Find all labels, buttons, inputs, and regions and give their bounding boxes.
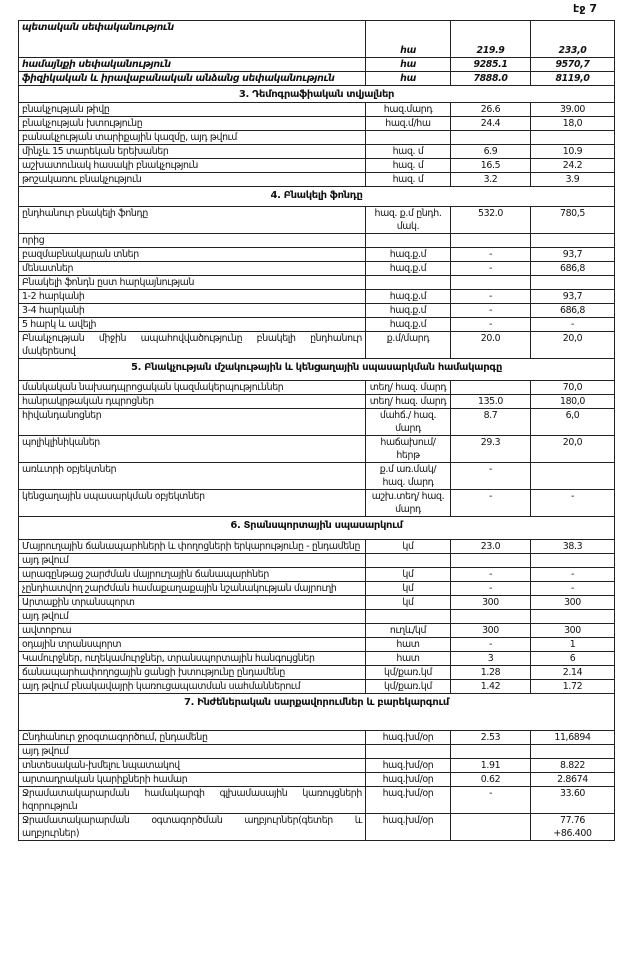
row-unit (366, 554, 451, 568)
value-projected: 20,0 (531, 436, 615, 463)
table-row (19, 638, 615, 652)
value-projected: 780,5 (531, 207, 615, 234)
row-unit: հազ.ք.մ (366, 304, 451, 318)
section-header: 6. Տրանսպորտային սպասարկում (19, 517, 615, 540)
table-body (19, 21, 615, 841)
value-existing: 2.53 (451, 731, 531, 745)
row-label: որից (19, 234, 366, 248)
value-projected: 24.2 (531, 159, 615, 173)
table-row (19, 207, 615, 234)
row-label: հիվանդանոցներ (19, 409, 366, 436)
row-label: Բնակելի ֆոնդն ըստ հարկայնության (19, 276, 366, 290)
table-row (19, 773, 615, 787)
table-row (19, 58, 615, 72)
page-number: էջ 7 (573, 2, 597, 15)
value-existing: 1.28 (451, 666, 531, 680)
value-projected: 6 (531, 652, 615, 666)
row-unit: կմ (366, 596, 451, 610)
value-existing: 6.9 (451, 145, 531, 159)
value-existing: 532.0 (451, 207, 531, 234)
row-label: Ընդհանուր ջրօգտագործում, ընդամենը (19, 731, 366, 745)
value-projected: 20,0 (531, 332, 615, 359)
value-existing: 7888.0 (451, 72, 531, 86)
row-label: աշխատունակ հասակի բնակչություն (19, 159, 366, 173)
value-projected (531, 554, 615, 568)
table-row (19, 436, 615, 463)
table-row (19, 759, 615, 773)
row-unit: հազ.խմ/օր (366, 814, 451, 841)
value-existing: 135.0 (451, 395, 531, 409)
value-projected: - (531, 318, 615, 332)
row-label: բանակչության տարիքային կազմը, այդ թվում (19, 131, 366, 145)
value-projected: 300 (531, 624, 615, 638)
table-row (19, 21, 615, 58)
row-label: այդ թվում (19, 554, 366, 568)
value-existing: - (451, 304, 531, 318)
row-label: 1-2 հարկանի (19, 290, 366, 304)
value-projected: 6,0 (531, 409, 615, 436)
row-label: համայնքի սեփականություն (19, 58, 366, 72)
row-label: մանկական նախադպրոցական կազմակերպություններ (19, 381, 366, 395)
row-unit: հազ.ք.մ (366, 248, 451, 262)
value-projected: 180,0 (531, 395, 615, 409)
section-header-row (19, 86, 615, 103)
value-projected: 3.9 (531, 173, 615, 187)
row-unit: հազ.խմ/օր (366, 731, 451, 745)
row-unit: հա (366, 58, 451, 72)
value-projected: 8119,0 (531, 72, 615, 86)
table-row (19, 652, 615, 666)
value-existing: 9285.1 (451, 58, 531, 72)
table-row (19, 381, 615, 395)
value-projected: 77.76 +86.400 (531, 814, 615, 841)
row-unit: հաճախում/ հերթ (366, 436, 451, 463)
value-projected: 93,7 (531, 290, 615, 304)
value-existing (451, 610, 531, 624)
table-row (19, 276, 615, 290)
indicators-table (18, 20, 615, 841)
row-label: բնակչության թիվը (19, 103, 366, 117)
row-unit: հա (366, 21, 451, 58)
row-label: պոլիկլինիկաներ (19, 436, 366, 463)
value-projected: 300 (531, 596, 615, 610)
row-unit: հատ (366, 638, 451, 652)
value-projected: 9570,7 (531, 58, 615, 72)
table-row (19, 395, 615, 409)
row-label: Արտաքին տրանսպորտ (19, 596, 366, 610)
table-row (19, 490, 615, 517)
table-row (19, 290, 615, 304)
row-label: այդ թվում (19, 610, 366, 624)
value-projected: 70,0 (531, 381, 615, 395)
row-unit: ք.մ առ.մակ/ հազ. մարդ (366, 463, 451, 490)
row-unit: հազ.մ/հա (366, 117, 451, 131)
value-existing: 26.6 (451, 103, 531, 117)
row-label: մինչև 15 տարեկան երեխաներ (19, 145, 366, 159)
row-label: տնտեսական-խմելու նպատակով (19, 759, 366, 773)
value-existing: 3.2 (451, 173, 531, 187)
value-existing: 29.3 (451, 436, 531, 463)
table-row (19, 234, 615, 248)
row-label: այդ թվում բնակավայրի կառուցապատման սահմաններում (19, 680, 366, 694)
row-unit: հազ.ք.մ (366, 290, 451, 304)
value-projected (531, 745, 615, 759)
value-projected: 2.8674 (531, 773, 615, 787)
table-row (19, 72, 615, 86)
value-existing: - (451, 490, 531, 517)
value-existing: - (451, 318, 531, 332)
value-projected: 233,0 (531, 21, 615, 58)
row-label: պետական սեփականություն (19, 21, 366, 58)
row-label: արագընթաց շարժման մայրուղային ճանապարհներ (19, 568, 366, 582)
value-existing: 300 (451, 624, 531, 638)
value-projected: - (531, 568, 615, 582)
row-label: առևտրի օբյեկտներ (19, 463, 366, 490)
section-header-row (19, 359, 615, 381)
value-existing (451, 276, 531, 290)
row-label: ընդհանուր բնակելի ֆոնդը (19, 207, 366, 234)
row-unit: կմ/քառ.կմ (366, 666, 451, 680)
value-existing (451, 381, 531, 395)
value-existing: - (451, 248, 531, 262)
table-row (19, 131, 615, 145)
value-projected: 11,6894 (531, 731, 615, 745)
table-row (19, 610, 615, 624)
row-unit: կմ/քառ.կմ (366, 680, 451, 694)
row-unit: հազ.խմ/օր (366, 787, 451, 814)
value-existing: - (451, 290, 531, 304)
row-label: ֆիզիկական և իրավաբանական անձանց սեփականություն (19, 72, 366, 86)
row-unit: հազ.ք.մ (366, 318, 451, 332)
row-unit (366, 234, 451, 248)
value-projected: 10.9 (531, 145, 615, 159)
table-row (19, 248, 615, 262)
table-row (19, 680, 615, 694)
value-existing: 16.5 (451, 159, 531, 173)
table-row (19, 304, 615, 318)
row-unit: ուղև/կմ (366, 624, 451, 638)
table-row (19, 745, 615, 759)
value-existing (451, 131, 531, 145)
row-unit (366, 610, 451, 624)
table-row (19, 145, 615, 159)
value-projected: 33.60 (531, 787, 615, 814)
value-projected (531, 463, 615, 490)
value-projected (531, 131, 615, 145)
value-existing: - (451, 787, 531, 814)
value-existing: - (451, 463, 531, 490)
table-row (19, 814, 615, 841)
row-unit: կմ (366, 568, 451, 582)
section-header-row (19, 517, 615, 540)
section-header: 3. Դեմոգրաֆիական տվյալներ (19, 86, 615, 103)
value-existing: 300 (451, 596, 531, 610)
row-unit (366, 276, 451, 290)
row-label: այդ թվում (19, 745, 366, 759)
value-existing: - (451, 582, 531, 596)
row-unit: հազ.ք.մ (366, 262, 451, 276)
table-row (19, 159, 615, 173)
value-projected: 18,0 (531, 117, 615, 131)
row-unit: կմ (366, 540, 451, 554)
section-header: 4. Բնակելի ֆոնդը (19, 187, 615, 207)
value-existing (451, 554, 531, 568)
row-label: բնակչության խտությունը (19, 117, 366, 131)
row-label: Կամուրջներ, ուղեկամուրջներ, տրանսպորտային հանգույցներ (19, 652, 366, 666)
row-unit: կմ (366, 582, 451, 596)
table-row (19, 554, 615, 568)
table-row (19, 666, 615, 680)
table-row (19, 173, 615, 187)
table-row (19, 624, 615, 638)
table-row (19, 117, 615, 131)
row-unit: հազ. մ (366, 173, 451, 187)
value-projected: 1.72 (531, 680, 615, 694)
table-row (19, 582, 615, 596)
value-existing: 0.62 (451, 773, 531, 787)
row-label: կենցաղային սպասարկման օբյեկտներ (19, 490, 366, 517)
value-existing: 1.91 (451, 759, 531, 773)
section-header: 5. Բնակչության մշակութային և կենցաղային սպասարկման համակարգը (19, 359, 615, 381)
row-unit: հազ. մ (366, 145, 451, 159)
row-unit: հազ.մարդ (366, 103, 451, 117)
table-row (19, 262, 615, 276)
row-label: Ջրամատակարարման համակարգի գլխամասային կառույցների հզորություն (19, 787, 366, 814)
value-projected: - (531, 582, 615, 596)
row-label: օդային տրանսպորտ (19, 638, 366, 652)
row-unit (366, 131, 451, 145)
row-label: թոշակառու բնակչություն (19, 173, 366, 187)
value-existing: - (451, 568, 531, 582)
row-unit: հատ (366, 652, 451, 666)
table-row (19, 596, 615, 610)
row-unit: աշխ.տեղ/ հազ. մարդ (366, 490, 451, 517)
row-unit (366, 745, 451, 759)
value-projected: 39.00 (531, 103, 615, 117)
value-existing (451, 814, 531, 841)
row-label: Մայրուղային ճանապարհների և փողոցների երկարությունը - ընդամենը (19, 540, 366, 554)
row-unit: հազ.խմ/օր (366, 759, 451, 773)
row-label: մենատներ (19, 262, 366, 276)
row-unit: հազ. ք.մ ընդհ. մակ. (366, 207, 451, 234)
value-projected (531, 610, 615, 624)
row-label: 5 հարկ և ավելի (19, 318, 366, 332)
table-row (19, 731, 615, 745)
value-existing: 1.42 (451, 680, 531, 694)
row-label: ճանապարհափողոցային ցանցի խտությունը ընդամենը (19, 666, 366, 680)
row-unit: տեղ/ հազ. մարդ (366, 381, 451, 395)
value-projected (531, 276, 615, 290)
value-existing: - (451, 638, 531, 652)
table-row (19, 103, 615, 117)
row-label: հանրակրթական դպրոցներ (19, 395, 366, 409)
row-label: Բնակչության միջին ապահովվածությունը բնակելի ընդհանուր մակերեսով (19, 332, 366, 359)
row-label: չընդհատվող շարժման համաքաղաքային նշանակության մայրուղի (19, 582, 366, 596)
section-header: 7. Ինժեներական սարքավորումներ և բարեկարգում (19, 694, 615, 731)
row-unit: մահճ./ հազ. մարդ (366, 409, 451, 436)
value-existing (451, 234, 531, 248)
value-existing: 24.4 (451, 117, 531, 131)
value-existing: 23.0 (451, 540, 531, 554)
value-projected: 93,7 (531, 248, 615, 262)
value-projected: - (531, 490, 615, 517)
value-projected: 686,8 (531, 304, 615, 318)
value-projected: 2.14 (531, 666, 615, 680)
section-header-row (19, 187, 615, 207)
value-existing: 20.0 (451, 332, 531, 359)
value-projected: 38.3 (531, 540, 615, 554)
row-unit: տեղ/ հազ. մարդ (366, 395, 451, 409)
row-label: 3-4 հարկանի (19, 304, 366, 318)
row-unit: հազ.խմ/օր (366, 773, 451, 787)
table-row (19, 787, 615, 814)
value-existing (451, 745, 531, 759)
table-row (19, 540, 615, 554)
value-existing: 3 (451, 652, 531, 666)
value-projected (531, 234, 615, 248)
table-row (19, 568, 615, 582)
value-existing: 219.9 (451, 21, 531, 58)
value-projected: 8.822 (531, 759, 615, 773)
row-unit: հազ. մ (366, 159, 451, 173)
section-header-row (19, 694, 615, 731)
value-existing: - (451, 262, 531, 276)
table-row (19, 409, 615, 436)
row-unit: հա (366, 72, 451, 86)
row-label: արտադրական կարիքների համար (19, 773, 366, 787)
row-label: ավտոբուս (19, 624, 366, 638)
value-existing: 8.7 (451, 409, 531, 436)
row-label: Ջրամատակարարման օգտագործման աղբյուրներ(գետեր և աղբյուրներ) (19, 814, 366, 841)
table-row (19, 332, 615, 359)
table-row (19, 318, 615, 332)
row-unit: ք.մ/մարդ (366, 332, 451, 359)
value-projected: 1 (531, 638, 615, 652)
table-row (19, 463, 615, 490)
row-label: բազմաբնակարան տներ (19, 248, 366, 262)
value-projected: 686,8 (531, 262, 615, 276)
